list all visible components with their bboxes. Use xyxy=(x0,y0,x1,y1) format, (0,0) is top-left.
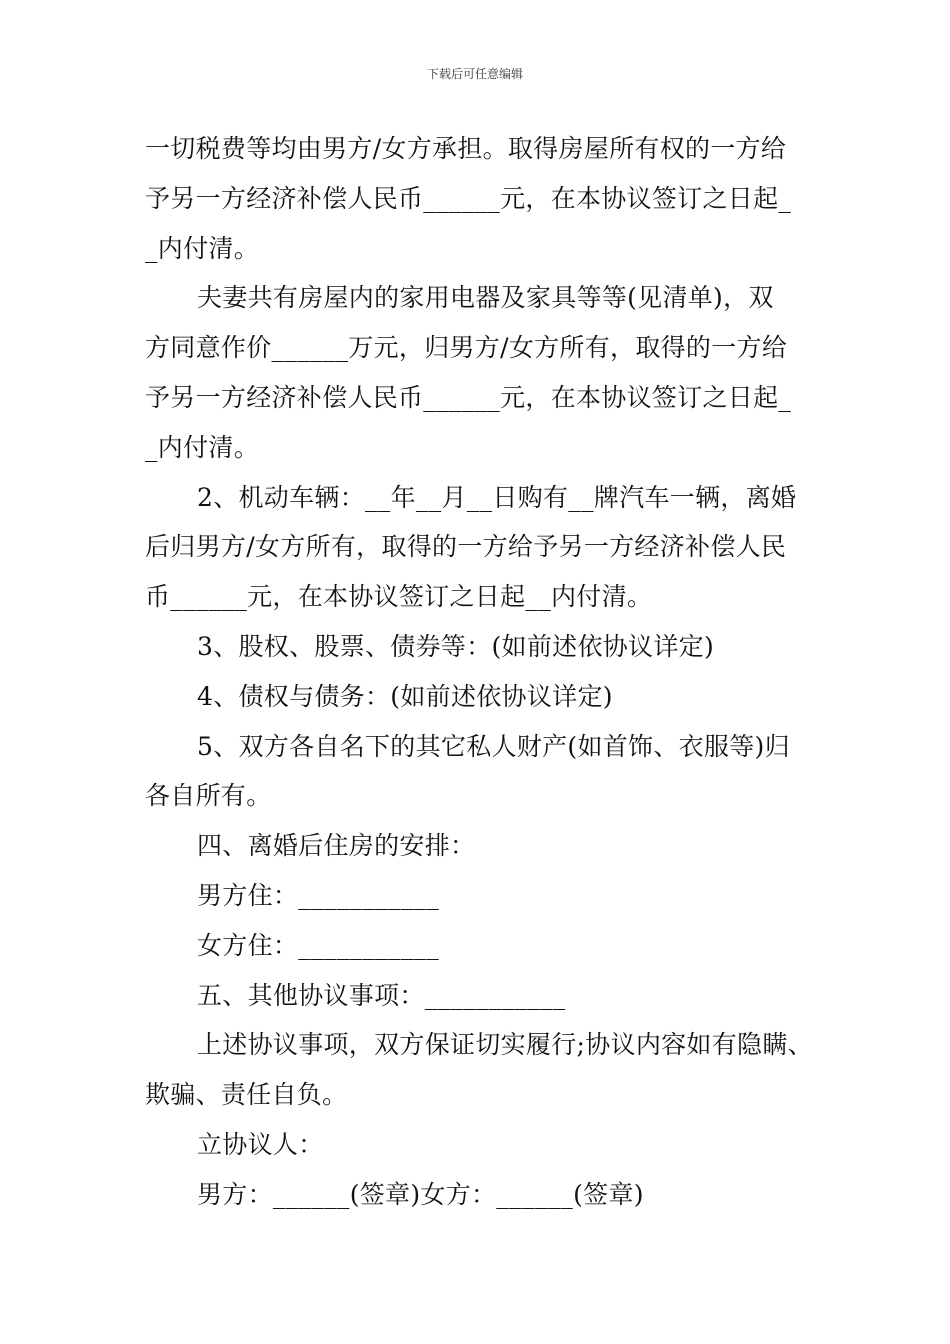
text-line: 夫妻共有房屋内的家用电器及家具等等(见清单)，双 xyxy=(197,283,774,313)
text-line: 男方住：___________ xyxy=(197,880,440,910)
text-line: 5、双方各自名下的其它私人财产(如首饰、衣服等)归 xyxy=(197,731,790,761)
page-header: 下载后可任意编辑 xyxy=(426,67,523,81)
text-line: 方同意作价______万元，归男方/女方所有，取得的一方给 xyxy=(145,333,788,363)
text-line: 4、债权与债务：(如前述依协议详定) xyxy=(197,681,613,711)
text-line: _内付清。 xyxy=(145,233,260,263)
text-line: 3、股权、股票、债券等：(如前述依协议详定) xyxy=(197,631,715,661)
document-body xyxy=(145,124,815,1220)
signature-line: 男方：______(签章)女方：______(签章) xyxy=(197,1179,644,1209)
text-line: 上述协议事项，双方保证切实履行;协议内容如有隐瞒、 xyxy=(197,1030,813,1060)
text-line: 欺骗、责任自负。 xyxy=(145,1080,348,1110)
text-line: 一切税费等均由男方/女方承担。取得房屋所有权的一方给 xyxy=(145,134,787,163)
text-line: _内付清。 xyxy=(145,432,260,462)
text-line: 女方住：___________ xyxy=(197,930,440,960)
text-line: 币______元，在本协议签订之日起__内付清。 xyxy=(145,582,653,612)
text-line: 各自所有。 xyxy=(145,781,272,811)
text-line: 予另一方经济补偿人民币______元，在本协议签订之日起_ xyxy=(145,382,792,412)
text-line: 后归男方/女方所有，取得的一方给予另一方经济补偿人民 xyxy=(145,532,787,562)
text-line: 立协议人： xyxy=(197,1129,324,1159)
text-line: 予另一方经济补偿人民币______元，在本协议签订之日起_ xyxy=(145,183,792,213)
section-heading: 五、其他协议事项：___________ xyxy=(197,980,566,1010)
section-heading: 四、离婚后住房的安排： xyxy=(197,831,476,861)
text-line: 2、机动车辆：__年__月__日购有__牌汽车一辆，离婚 xyxy=(197,482,797,512)
